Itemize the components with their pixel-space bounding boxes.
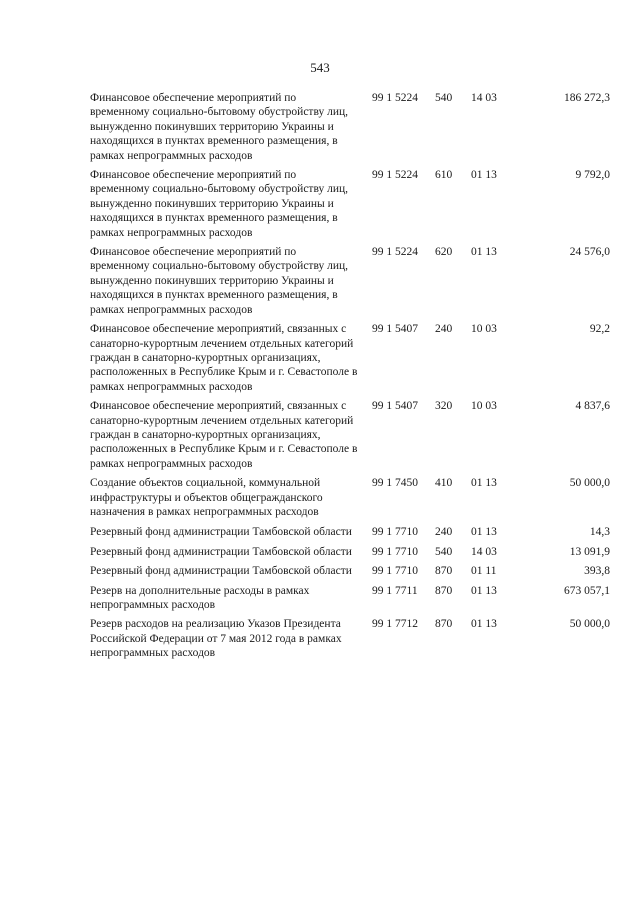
row-csr: 99 1 5224 xyxy=(372,169,418,182)
row-name: Финансовое обеспечение мероприятий, связанных с санаторно-курортным лечением отдельных категорий граждан в санаторно-курортных организациях, расположенных в Республике Крым и г. Севастополе в рамках непрограммных расходов xyxy=(90,323,358,393)
table-row xyxy=(90,525,610,539)
table-row xyxy=(90,545,610,559)
row-name: Резервный фонд администрации Тамбовской области xyxy=(90,526,352,539)
row-name: Финансовое обеспечение мероприятий по временному социально-бытовому обустройству лиц, вынужденно покинувших территорию Украины и находящихся в пунктах временного размещения, в рамках непрограммных расходов xyxy=(90,246,349,316)
row-name: Резервный фонд администрации Тамбовской области xyxy=(90,565,352,578)
table-row xyxy=(90,168,610,240)
page-number: 543 xyxy=(310,60,330,75)
row-name: Финансовое обеспечение мероприятий, связанных с санаторно-курортным лечением отдельных категорий граждан в санаторно-курортных организациях, расположенных в Республике Крым и г. Севастополе в рамках непрограммных расходов xyxy=(90,400,358,470)
row-amount: 14,3 xyxy=(589,526,610,539)
row-amount: 673 057,1 xyxy=(564,584,610,597)
row-amount: 50 000,0 xyxy=(569,618,610,631)
row-amount: 9 792,0 xyxy=(575,169,610,182)
row-csr: 99 1 7710 xyxy=(372,565,418,578)
row-amount: 50 000,0 xyxy=(569,477,610,490)
row-section: 01 13 xyxy=(471,584,497,597)
row-name: Резерв на дополнительные расходы в рамках непрограммных расходов xyxy=(90,584,310,611)
row-section: 10 03 xyxy=(471,323,497,336)
row-csr: 99 1 5224 xyxy=(372,92,418,104)
row-vr: 610 xyxy=(435,169,453,182)
row-csr: 99 1 7711 xyxy=(372,584,418,597)
row-csr: 99 1 7712 xyxy=(372,618,418,631)
row-vr: 320 xyxy=(435,400,453,413)
table-row xyxy=(90,617,610,660)
row-csr: 99 1 7450 xyxy=(372,477,418,490)
row-amount: 4 837,6 xyxy=(575,400,610,413)
row-name: Резервный фонд администрации Тамбовской области xyxy=(90,545,352,558)
table-row xyxy=(90,476,610,519)
table-row xyxy=(90,91,610,163)
row-name: Финансовое обеспечение мероприятий по временному социально-бытовому обустройству лиц, вынужденно покинувших территорию Украины и находящихся в пунктах временного размещения, в рамках непрограммных расходов xyxy=(90,92,349,162)
row-name: Создание объектов социальной, коммунальной инфраструктуры и объектов общегражданского назначения в рамках непрограммных расходов xyxy=(90,477,323,518)
row-vr: 540 xyxy=(435,92,453,104)
table-row xyxy=(90,399,610,471)
row-vr: 870 xyxy=(435,565,453,578)
row-vr: 240 xyxy=(435,526,453,539)
row-csr: 99 1 5407 xyxy=(372,400,418,413)
table-row xyxy=(90,245,610,317)
row-section: 10 03 xyxy=(471,400,497,413)
row-section: 01 13 xyxy=(471,169,497,182)
row-amount: 186 272,3 xyxy=(564,92,610,104)
row-csr: 99 1 7710 xyxy=(372,545,418,558)
row-csr: 99 1 5407 xyxy=(372,323,418,336)
row-amount: 393,8 xyxy=(584,565,610,578)
row-section: 01 13 xyxy=(471,618,497,631)
row-vr: 620 xyxy=(435,246,453,259)
row-section: 01 11 xyxy=(471,565,497,578)
budget-table xyxy=(90,91,610,661)
row-vr: 240 xyxy=(435,323,453,336)
row-section: 14 03 xyxy=(471,545,497,558)
row-section: 14 03 xyxy=(471,92,497,104)
row-amount: 24 576,0 xyxy=(569,246,610,259)
row-vr: 870 xyxy=(435,618,453,631)
row-name: Резерв расходов на реализацию Указов Президента Российской Федерации от 7 мая 2012 года в рамках непрограммных расходов xyxy=(90,618,342,660)
row-vr: 540 xyxy=(435,545,453,558)
row-section: 01 13 xyxy=(471,526,497,539)
table-row xyxy=(90,564,610,578)
row-vr: 870 xyxy=(435,584,453,597)
table-row xyxy=(90,322,610,394)
row-section: 01 13 xyxy=(471,477,497,490)
row-amount: 92,2 xyxy=(589,323,610,336)
row-csr: 99 1 7710 xyxy=(372,526,418,539)
row-section: 01 13 xyxy=(471,246,497,259)
row-amount: 13 091,9 xyxy=(569,545,610,558)
table-row xyxy=(90,584,610,613)
row-csr: 99 1 5224 xyxy=(372,246,418,259)
row-name: Финансовое обеспечение мероприятий по временному социально-бытовому обустройству лиц, вынужденно покинувших территорию Украины и находящихся в пунктах временного размещения, в рамках непрограммных расходов xyxy=(90,169,349,239)
row-vr: 410 xyxy=(435,477,453,490)
